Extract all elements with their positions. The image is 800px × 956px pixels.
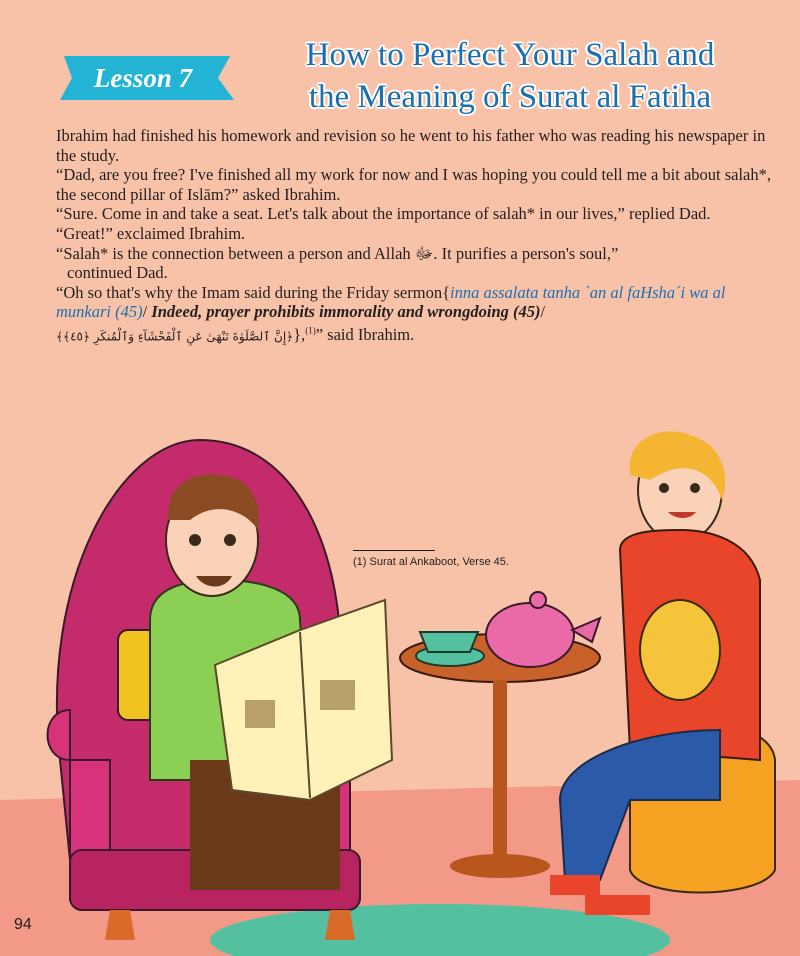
lesson-tab — [58, 54, 236, 102]
verse-arabic: ﴿إِنَّ ٱلصَّلَوٰةَ تَنْهَىٰ عَنِ ٱلْفَحْشَآءِ وَٱلْمُنكَرِ ﴿٤٥﴾﴾ — [56, 329, 294, 344]
title-line-1: How to Perfect Your Salah and — [305, 37, 715, 73]
teacup — [420, 632, 478, 652]
verse-separator: / — [142, 302, 152, 322]
story-paragraph-6 — [56, 283, 776, 347]
quote-end: },$^{(1)}$” said Ibrahim. — [293, 325, 415, 345]
story-text — [56, 126, 776, 347]
footnote: (1) Surat al Ankaboot, Verse 45. — [353, 556, 509, 568]
story-paragraph-5b: continued Dad. — [67, 263, 168, 283]
verse-transliteration: inna assalata tanha `an al faHsha´i wa al munkari (45) — [56, 282, 726, 322]
story-paragraph-2: “Dad, are you free? I've finished all my work for now and I was hoping you could tell me a bit about salah*, the second pillar of Islām?” asked Ibrahim. — [56, 165, 772, 204]
quote-intro: “Oh so that's why the Imam said during the Friday sermon{ — [56, 282, 450, 302]
footnote-marker: (1) — [305, 325, 316, 336]
page-number: 94 — [14, 916, 32, 933]
verse-separator-2: / — [540, 302, 546, 322]
story-paragraph-1: Ibrahim had finished his homework and revision so he went to his father who was reading his newspaper in the study. — [56, 126, 766, 165]
story-paragraph-4: “Great!” exclaimed Ibrahim. — [56, 223, 246, 243]
lesson-label: Lesson 7 — [93, 62, 193, 93]
title-line-2: the Meaning of Surat al Fatiha — [308, 79, 712, 115]
story-paragraph-5a: “Salah* is the connection between a person and Allah ﷻ. It purifies a person's soul,” — [56, 243, 619, 263]
story-paragraph-3: “Sure. Come in and take a seat. Let's talk about the importance of salah* in our lives,” replied Dad. — [56, 204, 711, 224]
footnote-rule — [353, 550, 435, 551]
teapot — [486, 603, 574, 667]
verse-meaning: Indeed, prayer prohibits immorality and wrongdoing (45) — [151, 302, 541, 322]
page-title — [250, 34, 770, 118]
father-son-illustration — [0, 380, 800, 956]
